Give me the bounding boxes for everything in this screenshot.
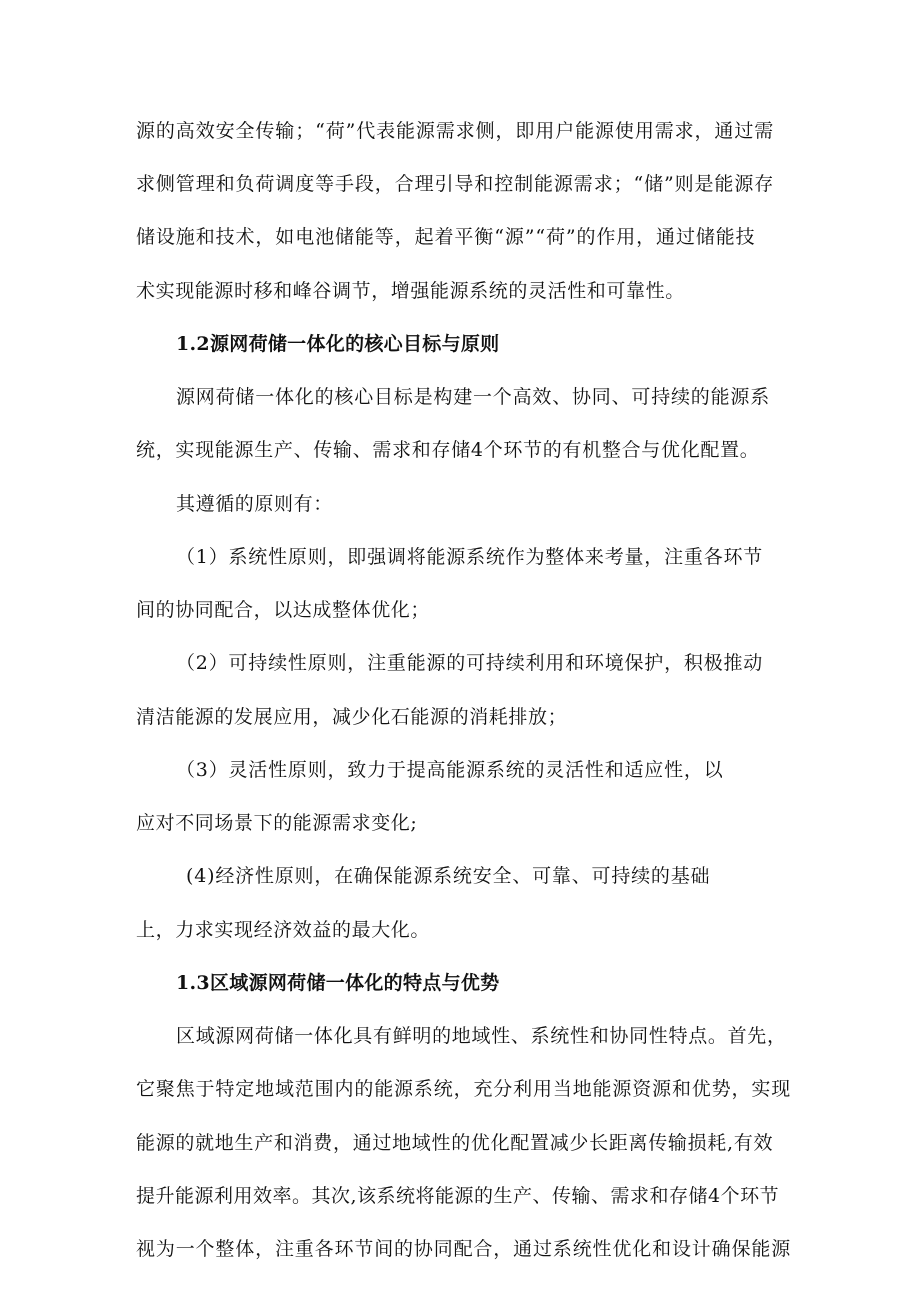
principle-1-line-2: 间的协同配合，以达成整体优化； <box>136 599 431 621</box>
principle-2-line-1: （2）可持续性原则，注重能源的可持续利用和环境保护，积极推动 <box>176 652 764 674</box>
section-title: 区域源网荷储一体化的特点与优势 <box>209 972 500 994</box>
section-number: 1.2 <box>176 333 210 355</box>
paragraph-2-line-2: 统，实现能源生产、传输、需求和存储4个环节的有机整合与优化配置。 <box>136 439 760 461</box>
paragraph-1-line-2: 求侧管理和负荷调度等手段，合理引导和控制能源需求；“储”则是能源存 <box>136 173 775 195</box>
principle-3-line-2: 应对不同场景下的能源需求变化; <box>136 812 418 834</box>
paragraph-1-line-3: 储设施和技术，如电池储能等，起着平衡“源”“荷”的作用，通过储能技 <box>136 226 756 248</box>
principle-1-line-1: （1）系统性原则，即强调将能源系统作为整体来考量，注重各环节 <box>176 546 764 568</box>
paragraph-4-line-3: 能源的就地生产和消费，通过地域性的优化配置减少长距离传输损耗,有效 <box>136 1132 774 1154</box>
principle-4-line-1: (4)经济性原则，在确保能源系统安全、可靠、可持续的基础 <box>186 865 711 887</box>
section-number: 1.3 <box>176 972 210 994</box>
paragraph-1-line-4: 术实现能源时移和峰谷调节，增强能源系统的灵活性和可靠性。 <box>136 280 685 302</box>
paragraph-4-line-2: 它聚焦于特定地域范围内的能源系统，充分利用当地能源资源和优势，实现 <box>136 1078 792 1100</box>
principle-3-line-1: （3）灵活性原则，致力于提高能源系统的灵活性和适应性，以 <box>176 759 724 781</box>
section-heading-1-3 <box>176 971 499 995</box>
paragraph-1-line-1: 源的高效安全传输；“荷”代表能源需求侧，即用户能源使用需求，通过需 <box>136 120 775 142</box>
paragraph-3-line-1: 其遵循的原则有： <box>176 493 333 515</box>
paragraph-4-line-5: 视为一个整体，注重各环节间的协同配合，通过系统性优化和设计确保能源 <box>136 1238 792 1260</box>
paragraph-2-line-1: 源网荷储一体化的核心目标是构建一个高效、协同、可持续的能源系 <box>176 386 771 408</box>
principle-2-line-2: 清洁能源的发展应用，减少化石能源的消耗排放； <box>136 706 568 728</box>
paragraph-4-line-1: 区域源网荷储一体化具有鲜明的地域性、系统性和协同性特点。首先， <box>176 1025 787 1047</box>
section-title: 源网荷储一体化的核心目标与原则 <box>209 333 500 355</box>
paragraph-4-line-4: 提升能源利用效率。其次,该系统将能源的生产、传输、需求和存储4个环节 <box>136 1185 780 1207</box>
principle-4-line-2: 上，力求实现经济效益的最大化。 <box>136 919 431 941</box>
section-heading-1-2 <box>176 332 499 356</box>
